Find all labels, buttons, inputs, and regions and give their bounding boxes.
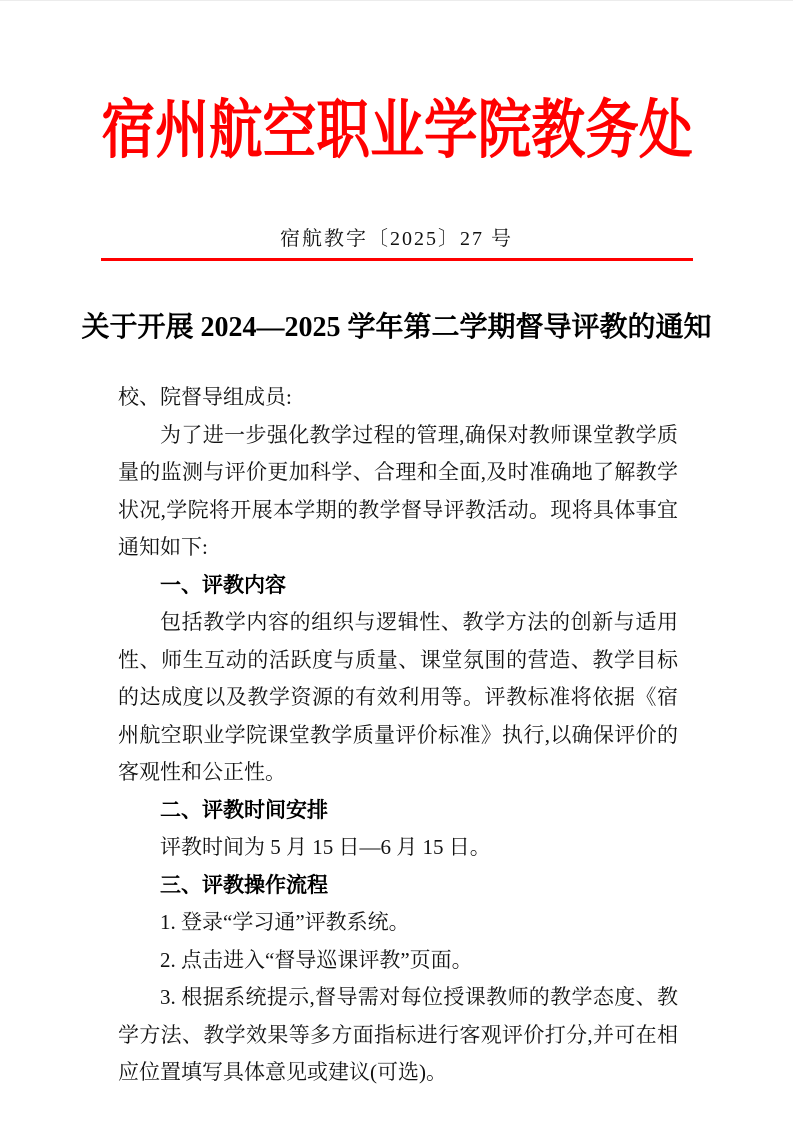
body-paragraph-step-2: 2. 点击进入“督导巡课评教”页面。 [160,947,473,972]
notice-title: 关于开展 2024—2025 学年第二学期督导评教的通知 [81,312,712,343]
body-paragraph-intro: 为了进一步强化教学过程的管理,确保对教师课堂教学质量的监测与评价更加科学、合理和全面,及时准确地了解教学状况,学院将开展本学期的教学督导评教活动。现将具体事宜通知如下: [118,422,678,559]
section-heading-3: 三、评教操作流程 [160,872,328,897]
letterhead [0,95,793,167]
section-heading-1: 一、评教内容 [160,572,286,597]
salutation: 校、院督导组成员: [118,385,292,409]
document-number: 宿航教字〔2025〕27 号 [280,228,513,250]
document-body [0,379,793,1092]
body-paragraph-content: 包括教学内容的组织与逻辑性、教学方法的创新与适用性、师生互动的活跃度与质量、课堂氛围的营造、教学目标的达成度以及教学资源的有效利用等。评教标准将依据《宿州航空职业学院课堂教学质量评价标准》执行,以确保评价的客观性和公正性。 [118,610,678,784]
body-paragraph-step-3: 3. 根据系统提示,督导需对每位授课教师的教学态度、教学方法、教学效果等多方面指标进行客观评价打分,并可在相应位置填写具体意见或建议(可选)。 [118,985,678,1084]
section-heading-2: 二、评教时间安排 [160,797,328,822]
body-paragraph-schedule: 评教时间为 5 月 15 日—6 月 15 日。 [160,835,491,859]
body-paragraph-step-1: 1. 登录“学习通”评教系统。 [160,910,410,934]
letterhead-title: 宿州航空职业学院教务处 [100,95,693,166]
red-divider-line [101,258,693,261]
